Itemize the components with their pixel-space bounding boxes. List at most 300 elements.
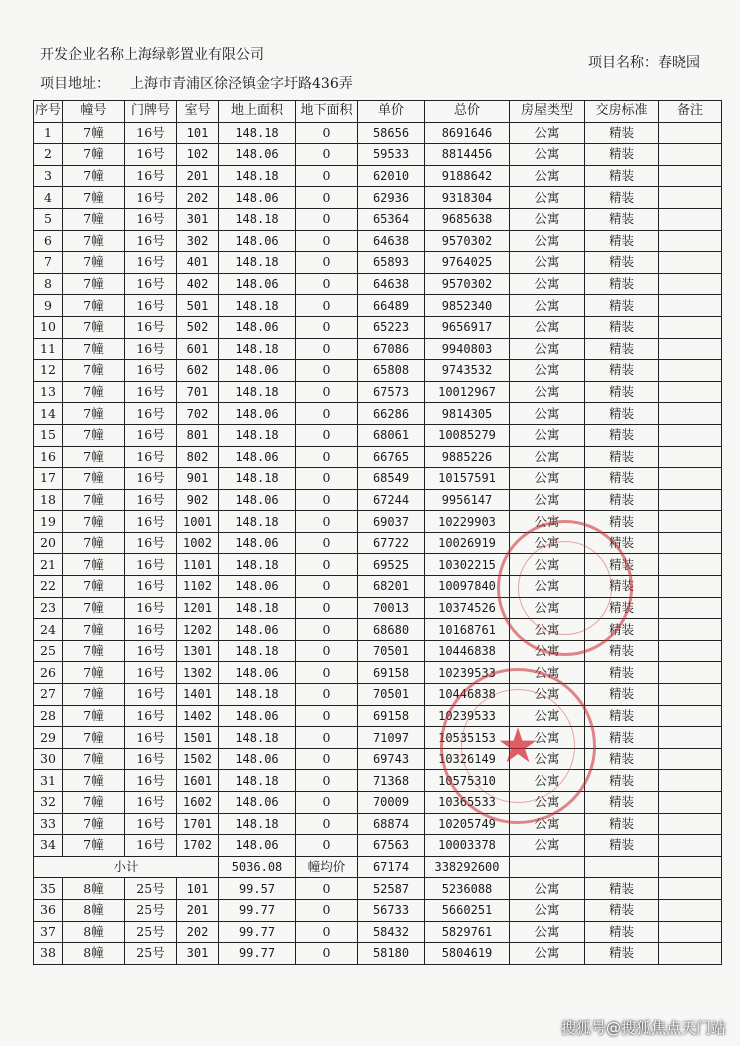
table-cell: 8814456	[425, 144, 510, 166]
table-cell	[659, 403, 722, 425]
table-cell: 702	[177, 403, 219, 425]
table-cell: 7幢	[63, 424, 125, 446]
table-cell: 0	[296, 489, 358, 511]
table-cell: 1301	[177, 640, 219, 662]
column-header: 地上面积	[219, 101, 296, 123]
table-row	[34, 273, 722, 295]
table-cell: 1002	[177, 532, 219, 554]
column-header: 地下面积	[296, 101, 358, 123]
table-cell: 5829761	[425, 921, 510, 943]
table-cell	[659, 899, 722, 921]
column-header: 交房标准	[585, 101, 659, 123]
table-cell: 6	[34, 230, 63, 252]
table-cell: 602	[177, 360, 219, 382]
table-cell: 11	[34, 338, 63, 360]
table-cell: 7幢	[63, 468, 125, 490]
table-cell: 32	[34, 792, 63, 814]
table-cell: 精装	[585, 899, 659, 921]
table-row	[34, 532, 722, 554]
table-cell: 7幢	[63, 208, 125, 230]
table-cell: 7幢	[63, 144, 125, 166]
table-cell: 精装	[585, 770, 659, 792]
table-cell: 22	[34, 576, 63, 598]
table-cell: 0	[296, 619, 358, 641]
table-cell: 71097	[358, 727, 425, 749]
table-cell: 公寓	[510, 511, 585, 533]
table-cell: 65893	[358, 252, 425, 274]
table-cell: 148.06	[219, 273, 296, 295]
table-cell	[659, 381, 722, 403]
table-cell: 公寓	[510, 187, 585, 209]
table-cell: 99.57	[219, 878, 296, 900]
table-cell: 公寓	[510, 662, 585, 684]
table-cell: 精装	[585, 532, 659, 554]
table-cell: 148.18	[219, 640, 296, 662]
table-cell: 148.06	[219, 705, 296, 727]
table-cell: 7幢	[63, 338, 125, 360]
table-cell: 公寓	[510, 316, 585, 338]
table-cell: 14	[34, 403, 63, 425]
project-address: 上海市青浦区徐泾镇金字圩路436弄	[130, 76, 353, 92]
table-row	[34, 316, 722, 338]
table-cell: 16号	[125, 813, 177, 835]
table-cell: 148.18	[219, 208, 296, 230]
table-cell: 12	[34, 360, 63, 382]
table-cell: 16号	[125, 489, 177, 511]
price-list-table	[33, 100, 722, 965]
table-cell: 148.18	[219, 252, 296, 274]
table-cell: 精装	[585, 230, 659, 252]
table-cell: 67086	[358, 338, 425, 360]
table-cell: 0	[296, 554, 358, 576]
table-cell	[659, 835, 722, 857]
table-row	[34, 727, 722, 749]
table-cell: 24	[34, 619, 63, 641]
column-header: 单价	[358, 101, 425, 123]
table-cell: 公寓	[510, 921, 585, 943]
table-cell: 38	[34, 943, 63, 965]
table-cell: 52587	[358, 878, 425, 900]
table-cell: 公寓	[510, 424, 585, 446]
table-row	[34, 770, 722, 792]
table-cell: 0	[296, 727, 358, 749]
table-cell: 0	[296, 662, 358, 684]
table-cell	[659, 230, 722, 252]
table-cell: 公寓	[510, 144, 585, 166]
table-cell: 68201	[358, 576, 425, 598]
table-row	[34, 921, 722, 943]
table-cell: 9	[34, 295, 63, 317]
table-cell: 公寓	[510, 899, 585, 921]
table-cell: 精装	[585, 489, 659, 511]
table-cell	[659, 813, 722, 835]
table-row	[34, 899, 722, 921]
table-cell	[659, 446, 722, 468]
table-cell: 70009	[358, 792, 425, 814]
table-cell: 8幢	[63, 943, 125, 965]
table-cell: 精装	[585, 597, 659, 619]
table-cell: 0	[296, 511, 358, 533]
table-cell: 公寓	[510, 273, 585, 295]
table-cell: 58432	[358, 921, 425, 943]
table-cell: 精装	[585, 640, 659, 662]
table-cell: 31	[34, 770, 63, 792]
table-cell: 8幢	[63, 878, 125, 900]
table-cell: 16号	[125, 338, 177, 360]
table-cell: 7幢	[63, 187, 125, 209]
table-row	[34, 684, 722, 706]
table-cell: 66489	[358, 295, 425, 317]
table-cell: 0	[296, 468, 358, 490]
table-cell: 7幢	[63, 273, 125, 295]
table-cell: 65223	[358, 316, 425, 338]
table-cell: 16号	[125, 122, 177, 144]
table-cell: 16	[34, 446, 63, 468]
table-cell: 148.18	[219, 813, 296, 835]
table-cell: 9956147	[425, 489, 510, 511]
table-cell: 302	[177, 230, 219, 252]
table-cell: 精装	[585, 727, 659, 749]
table-cell: 148.18	[219, 684, 296, 706]
table-cell: 16号	[125, 576, 177, 598]
table-cell: 16号	[125, 662, 177, 684]
table-cell: 70501	[358, 684, 425, 706]
table-cell: 28	[34, 705, 63, 727]
table-cell: 5236088	[425, 878, 510, 900]
table-cell: 25	[34, 640, 63, 662]
table-cell: 公寓	[510, 813, 585, 835]
table-cell: 精装	[585, 554, 659, 576]
table-cell: 69158	[358, 662, 425, 684]
table-cell: 68061	[358, 424, 425, 446]
table-cell: 501	[177, 295, 219, 317]
table-cell: 0	[296, 424, 358, 446]
table-cell: 0	[296, 770, 358, 792]
table-cell: 精装	[585, 748, 659, 770]
table-cell: 7幢	[63, 360, 125, 382]
table-cell: 1701	[177, 813, 219, 835]
table-cell: 1401	[177, 684, 219, 706]
table-cell: 精装	[585, 360, 659, 382]
table-cell: 9852340	[425, 295, 510, 317]
table-cell: 16号	[125, 468, 177, 490]
table-cell: 4	[34, 187, 63, 209]
table-cell: 10446838	[425, 684, 510, 706]
table-cell: 16号	[125, 316, 177, 338]
table-cell: 0	[296, 208, 358, 230]
table-row	[34, 446, 722, 468]
table-cell: 精装	[585, 208, 659, 230]
table-cell: 148.06	[219, 748, 296, 770]
table-cell: 公寓	[510, 295, 585, 317]
table-row	[34, 208, 722, 230]
table-cell: 148.06	[219, 532, 296, 554]
table-cell: 7幢	[63, 770, 125, 792]
column-header: 幢号	[63, 101, 125, 123]
table-cell: 17	[34, 468, 63, 490]
table-cell: 16号	[125, 446, 177, 468]
table-cell: 7幢	[63, 403, 125, 425]
table-cell: 精装	[585, 403, 659, 425]
table-cell	[659, 684, 722, 706]
table-cell: 0	[296, 446, 358, 468]
table-cell: 7幢	[63, 835, 125, 857]
table-cell: 7幢	[63, 295, 125, 317]
table-cell: 9764025	[425, 252, 510, 274]
table-cell: 10012967	[425, 381, 510, 403]
table-cell	[659, 921, 722, 943]
table-cell: 66765	[358, 446, 425, 468]
table-cell: 公寓	[510, 165, 585, 187]
table-cell: 99.77	[219, 899, 296, 921]
column-header: 门牌号	[125, 101, 177, 123]
table-cell: 0	[296, 144, 358, 166]
table-cell	[659, 511, 722, 533]
table-cell	[659, 338, 722, 360]
table-row	[34, 576, 722, 598]
table-row	[34, 144, 722, 166]
table-cell: 精装	[585, 943, 659, 965]
table-cell: 10026919	[425, 532, 510, 554]
table-cell: 65364	[358, 208, 425, 230]
table-cell: 148.06	[219, 403, 296, 425]
table-cell: 公寓	[510, 230, 585, 252]
table-cell: 精装	[585, 813, 659, 835]
table-cell: 0	[296, 943, 358, 965]
table-cell: 401	[177, 252, 219, 274]
table-cell: 148.18	[219, 122, 296, 144]
table-cell: 68680	[358, 619, 425, 641]
subtotal-total: 338292600	[425, 856, 510, 878]
table-cell: 16号	[125, 792, 177, 814]
table-cell: 0	[296, 576, 358, 598]
table-cell: 公寓	[510, 792, 585, 814]
table-cell: 148.06	[219, 576, 296, 598]
table-cell: 0	[296, 360, 358, 382]
table-cell: 1602	[177, 792, 219, 814]
subtotal-row	[34, 856, 722, 878]
table-cell: 7	[34, 252, 63, 274]
table-cell: 16号	[125, 770, 177, 792]
table-cell: 1702	[177, 835, 219, 857]
table-cell: 0	[296, 640, 358, 662]
table-row	[34, 943, 722, 965]
table-cell: 公寓	[510, 381, 585, 403]
table-cell: 1502	[177, 748, 219, 770]
table-cell	[659, 619, 722, 641]
table-cell: 16号	[125, 360, 177, 382]
table-cell: 公寓	[510, 252, 585, 274]
table-cell: 9188642	[425, 165, 510, 187]
table-cell: 68549	[358, 468, 425, 490]
table-cell: 7幢	[63, 316, 125, 338]
table-cell: 3	[34, 165, 63, 187]
table-row	[34, 187, 722, 209]
table-cell: 公寓	[510, 770, 585, 792]
column-header: 备注	[659, 101, 722, 123]
table-cell: 16号	[125, 554, 177, 576]
table-cell: 148.18	[219, 511, 296, 533]
table-cell: 公寓	[510, 727, 585, 749]
table-cell: 8幢	[63, 899, 125, 921]
table-cell	[659, 727, 722, 749]
table-cell: 25号	[125, 899, 177, 921]
table-cell: 16号	[125, 187, 177, 209]
table-cell: 16号	[125, 403, 177, 425]
table-cell	[659, 468, 722, 490]
table-cell: 公寓	[510, 468, 585, 490]
table-cell: 16号	[125, 597, 177, 619]
table-cell: 19	[34, 511, 63, 533]
table-cell: 公寓	[510, 554, 585, 576]
table-cell: 7幢	[63, 576, 125, 598]
table-cell: 精装	[585, 662, 659, 684]
table-cell	[659, 662, 722, 684]
table-cell: 64638	[358, 230, 425, 252]
table-cell: 10168761	[425, 619, 510, 641]
table-cell: 148.06	[219, 187, 296, 209]
table-cell: 精装	[585, 338, 659, 360]
table-cell: 67573	[358, 381, 425, 403]
table-cell: 56733	[358, 899, 425, 921]
table-cell: 16号	[125, 619, 177, 641]
table-cell: 精装	[585, 446, 659, 468]
avg-price-label: 幢均价	[296, 856, 358, 878]
table-cell: 202	[177, 921, 219, 943]
table-cell: 1501	[177, 727, 219, 749]
table-cell: 15	[34, 424, 63, 446]
table-cell: 16号	[125, 230, 177, 252]
subtotal-area: 5036.08	[219, 856, 296, 878]
table-cell: 精装	[585, 705, 659, 727]
table-row	[34, 597, 722, 619]
table-cell: 0	[296, 597, 358, 619]
table-cell: 0	[296, 403, 358, 425]
table-cell: 101	[177, 122, 219, 144]
table-cell: 1201	[177, 597, 219, 619]
table-row	[34, 640, 722, 662]
table-cell: 公寓	[510, 597, 585, 619]
table-cell: 70013	[358, 597, 425, 619]
table-cell: 34	[34, 835, 63, 857]
table-cell	[659, 597, 722, 619]
table-cell: 2	[34, 144, 63, 166]
star-icon: ★	[496, 718, 540, 774]
table-cell: 0	[296, 684, 358, 706]
table-cell: 20	[34, 532, 63, 554]
table-cell: 66286	[358, 403, 425, 425]
table-cell: 62010	[358, 165, 425, 187]
table-cell: 148.18	[219, 770, 296, 792]
table-cell: 9940803	[425, 338, 510, 360]
table-cell: 7幢	[63, 597, 125, 619]
table-cell: 7幢	[63, 489, 125, 511]
table-cell: 0	[296, 532, 358, 554]
table-row	[34, 489, 722, 511]
table-cell: 0	[296, 187, 358, 209]
table-cell: 59533	[358, 144, 425, 166]
table-row	[34, 403, 722, 425]
table-cell: 9318304	[425, 187, 510, 209]
table-cell: 30	[34, 748, 63, 770]
table-cell: 8	[34, 273, 63, 295]
table-cell: 10535153	[425, 727, 510, 749]
table-cell: 7幢	[63, 381, 125, 403]
table-cell: 16号	[125, 727, 177, 749]
table-cell	[659, 316, 722, 338]
table-cell: 7幢	[63, 554, 125, 576]
table-cell	[659, 424, 722, 446]
table-cell: 67722	[358, 532, 425, 554]
table-cell: 801	[177, 424, 219, 446]
table-cell: 10085279	[425, 424, 510, 446]
table-cell: 70501	[358, 640, 425, 662]
table-row	[34, 662, 722, 684]
table-cell: 35	[34, 878, 63, 900]
table-cell: 10239533	[425, 705, 510, 727]
table-cell: 201	[177, 899, 219, 921]
table-cell: 7幢	[63, 792, 125, 814]
table-cell: 5660251	[425, 899, 510, 921]
table-cell: 1202	[177, 619, 219, 641]
table-cell: 1302	[177, 662, 219, 684]
table-cell: 精装	[585, 295, 659, 317]
table-cell: 16号	[125, 295, 177, 317]
table-cell: 148.18	[219, 338, 296, 360]
table-row	[34, 252, 722, 274]
table-cell: 62936	[358, 187, 425, 209]
table-cell: 7幢	[63, 511, 125, 533]
table-cell: 71368	[358, 770, 425, 792]
table-cell: 精装	[585, 144, 659, 166]
table-cell: 7幢	[63, 727, 125, 749]
table-cell	[659, 748, 722, 770]
table-cell: 16号	[125, 705, 177, 727]
table-cell: 148.18	[219, 424, 296, 446]
table-cell: 902	[177, 489, 219, 511]
table-cell: 69158	[358, 705, 425, 727]
table-cell: 64638	[358, 273, 425, 295]
table-cell: 37	[34, 921, 63, 943]
table-cell: 27	[34, 684, 63, 706]
table-cell: 1601	[177, 770, 219, 792]
table-cell: 1101	[177, 554, 219, 576]
table-cell: 148.06	[219, 446, 296, 468]
table-cell: 0	[296, 792, 358, 814]
table-cell: 148.06	[219, 360, 296, 382]
table-cell: 67563	[358, 835, 425, 857]
table-cell: 21	[34, 554, 63, 576]
table-cell: 69525	[358, 554, 425, 576]
table-cell: 公寓	[510, 403, 585, 425]
table-cell: 69037	[358, 511, 425, 533]
table-cell: 精装	[585, 878, 659, 900]
table-cell: 36	[34, 899, 63, 921]
table-cell	[659, 165, 722, 187]
table-cell: 16号	[125, 144, 177, 166]
table-row	[34, 165, 722, 187]
subtotal-label: 小计	[34, 856, 219, 878]
table-row	[34, 748, 722, 770]
table-row	[34, 122, 722, 144]
table-cell: 101	[177, 878, 219, 900]
table-cell: 公寓	[510, 640, 585, 662]
table-cell: 701	[177, 381, 219, 403]
table-cell: 16号	[125, 640, 177, 662]
table-cell: 0	[296, 705, 358, 727]
table-cell: 0	[296, 748, 358, 770]
table-cell: 23	[34, 597, 63, 619]
